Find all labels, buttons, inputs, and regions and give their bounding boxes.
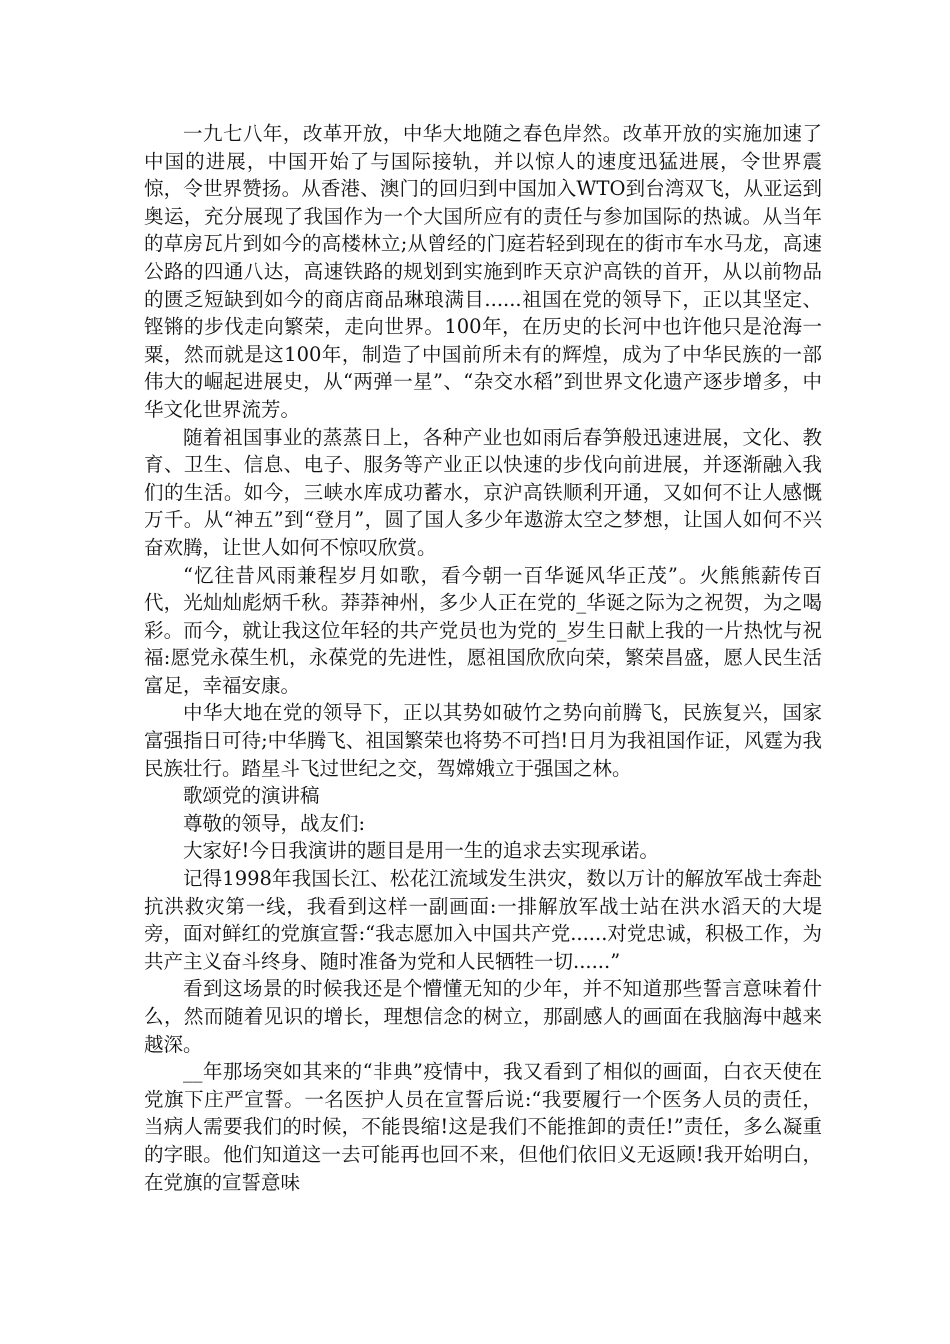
paragraph-industry-development: 随着祖国事业的蒸蒸日上，各种产业也如雨后春笋般迅速进展，文化、教育、卫生、信息、电子、服务等产业正以快速的步伐向前进展，并逐渐融入我们的生活。如今，三峡水库成功蓄水，京沪高铁顺利开通，又如何不让人感慨万千。从“神五”到“登月”，圆了国人多少年遨游太空之梦想，让国人如何不兴奋欢腾，让世人如何不惊叹欣赏。 <box>144 425 822 559</box>
paragraph-reform-opening: 一九七八年，改革开放，中华大地随之春色岸然。改革开放的实施加速了中国的进展，中国开始了与国际接轨，并以惊人的速度迅猛进展，令世界震惊，令世界赞扬。从香港、澳门的回归到中国加入WTO到台湾双飞，从亚运到奥运，充分展现了我国作为一个大国所应有的责任与参加国际的热诚。从当年的草房瓦片到如今的高楼林立;从曾经的门庭若轻到现在的街市车水马龙，高速公路的四通八达，高速铁路的规划到实施到昨天京沪高铁的首开，从以前物品的匮乏短缺到如今的商店商品琳琅满目......祖国在党的领导下，正以其坚定、铿锵的步伐走向繁荣，走向世界。100年，在历史的长河中也许他只是沧海一粟，然而就是这100年，制造了中国前所未有的辉煌，成为了中华民族的一部伟大的崛起进展史，从“两弹一星”、“杂交水稻”到世界文化遗产逐步增多，中华文化世界流芳。 <box>144 122 822 421</box>
speech-title: 歌颂党的演讲稿 <box>183 784 320 808</box>
document-body <box>144 120 822 1196</box>
paragraph-birthday-wishes: “忆往昔风雨兼程岁月如歌，看今朝一百华诞风华正茂”。火熊熊薪传百代，光灿灿彪炳千秋。莽莽神州，多少人正在党的_华诞之际为之祝贺，为之喝彩。而今，就让我这位年轻的共产党员也为党的_岁生日献上我的一片热忱与祝福:愿党永葆生机，永葆党的先进性，愿祖国欣欣向荣，繁荣昌盛，愿人民生活富足，幸福安康。 <box>144 563 822 697</box>
paragraph-sars-oath: __年那场突如其来的“非典”疫情中，我又看到了相似的画面，白衣天使在党旗下庄严宣誓。一名医护人员在宣誓后说:“我要履行一个医务人员的责任，当病人需要我们的时候，不能畏缩!这是我们不能推卸的责任!”责任，多么凝重的字眼。他们知道这一去可能再也回不来，但他们依旧义无返顾!我开始明白，在党旗的宣誓意味 <box>144 1060 822 1194</box>
speech-greeting: 大家好!今日我演讲的题目是用一生的追求去实现承诺。 <box>183 839 659 863</box>
speech-salutation: 尊敬的领导，战友们: <box>183 811 366 835</box>
paragraph-youth-memory: 看到这场景的时候我还是个懵懂无知的少年，并不知道那些誓言意味着什么，然而随着见识的增长，理想信念的树立，那副感人的画面在我脑海中越来越深。 <box>144 977 822 1056</box>
paragraph-national-rise: 中华大地在党的领导下，正以其势如破竹之势向前腾飞，民族复兴，国家富强指日可待;中华腾飞、祖国繁荣也将势不可挡!日月为我祖国作证，风霆为我民族壮行。踏星斗飞过世纪之交，驾嫦娥立于强国之林。 <box>144 701 822 780</box>
paragraph-flood-1998: 记得1998年我国长江、松花江流域发生洪灾，数以万计的解放军战士奔赴抗洪救灾第一线，我看到这样一副画面:一排解放军战士站在洪水滔天的大堤旁，面对鲜红的党旗宣誓:“我志愿加入中国共产党......对党忠诚，积极工作，为共产主义奋斗终身、随时准备为党和人民牺牲一切......” <box>144 867 822 973</box>
